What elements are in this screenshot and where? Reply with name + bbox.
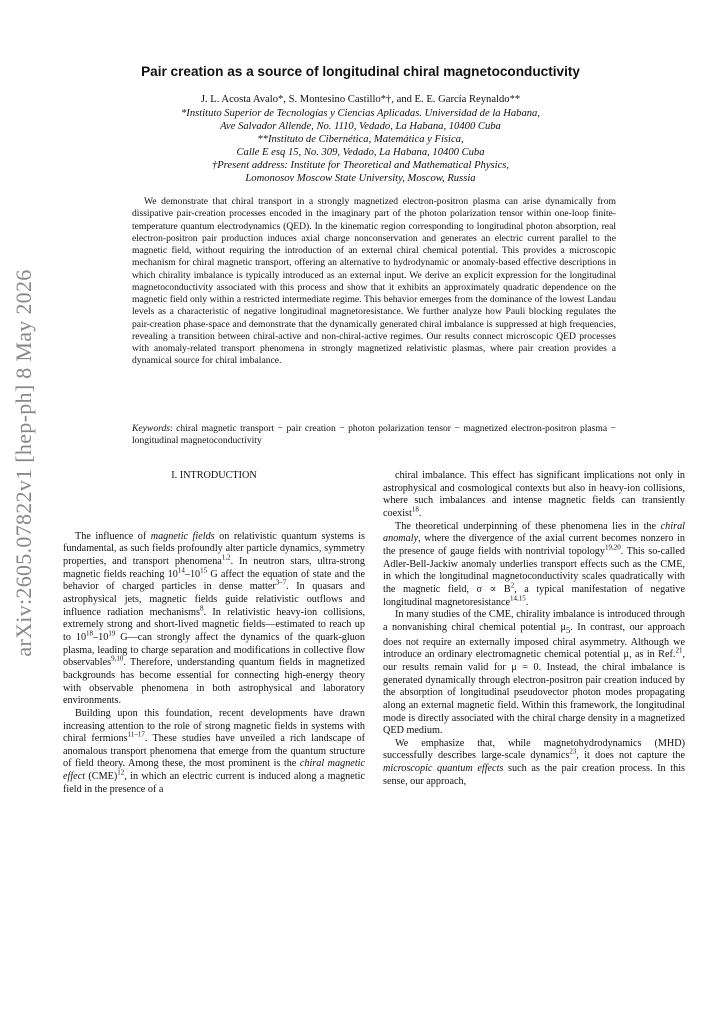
body-paragraph [383, 738, 685, 789]
author-list: J. L. Acosta Avalo*, S. Montesino Castillo*†, and E. E. García Reynaldo** [200, 94, 521, 105]
citation-ref: 12 [117, 768, 125, 777]
text-run: . In quasars and astrophysical jets, magnetic fields guide relativistic outflows and influence radiation mechanisms [63, 581, 365, 618]
arxiv-stamp [2, 248, 46, 678]
affiliation-line: Lomonosov Moscow State University, Moscow, Russia [245, 173, 476, 184]
emphasis: magnetic fields [150, 530, 215, 542]
citation-ref: 18 [86, 629, 94, 638]
text-run: The influence of [75, 530, 151, 542]
keywords-text: : chiral magnetic transport − pair creation − photon polarization tensor − magnetized electron-positron plasma − longitudinal magnetoconductivity [132, 423, 616, 447]
text-run: . In relativistic heavy-ion collisions, extremely strong and short-lived magnetic fields—estimated to reach up to 10 [63, 606, 366, 643]
keywords-label: Keywords [132, 423, 171, 434]
citation-ref: 11–17 [127, 730, 145, 739]
text-run: , a typical manifestation of negative longitudinal magnetoresistance [383, 583, 686, 608]
citation-ref: 2 [510, 581, 515, 590]
citation-ref: 23 [569, 748, 577, 757]
text-run: (CME) [85, 771, 118, 783]
paper-title: Pair creation as a source of longitudinal chiral magnetoconductivity [141, 64, 580, 79]
body-paragraph [63, 531, 365, 708]
citation-ref: 1,2 [221, 553, 231, 562]
affiliation-line: Calle E esq 15, No. 309, Vedado, La Habana, 10400 Cuba [236, 147, 485, 158]
text-run: , where the divergence of the axial current becomes nonzero in the presence of gauge fields with nontrivial topology [383, 533, 685, 557]
body-paragraph [383, 470, 685, 521]
text-run: G—can strongly affect the dynamics of the quark-gluon plasma, leading to charge separation and modifications in collective flow observables [63, 631, 365, 669]
text-run: . [418, 507, 422, 519]
citation-ref: 15 [200, 566, 208, 575]
affiliation-line: *Instituto Superior de Tecnologías y Ciencias Aplicadas. Universidad de la Habana, [181, 108, 540, 119]
body-paragraph [383, 609, 685, 738]
text-run: . These studies have unveiled a rich landscape of anomalous transport phenomena that emerge from the quantum structure of field theory. Among these, the most prominent is the [63, 733, 366, 770]
section-heading: I. INTRODUCTION [171, 470, 257, 481]
text-run: , in which an electric current is induced along a magnetic field in the presence of a [63, 771, 365, 795]
arxiv-identifier: arXiv:2605.07822v1 [hep-ph] 8 May 2026 [11, 269, 36, 657]
text-run: –10 [184, 568, 201, 580]
citation-ref: 14 [177, 566, 185, 575]
text-run: We emphasize that, while magnetohydrodynamics (MHD) successfully describes large-scale dynamics [383, 737, 685, 762]
author-block [80, 93, 641, 185]
emphasis: microscopic quantum effects [383, 763, 504, 775]
affiliation-line: Ave Salvador Allende, No. 1110, Vedado, La Habana, 10400 Cuba [220, 121, 501, 132]
citation-ref: 19,20 [605, 543, 621, 552]
text-run: The theoretical underpinning of these phenomena lies in the [395, 520, 661, 532]
text-run: . In contrast, our approach does not require an externally imposed chiral asymmetry. Although we introduce an ordinary electromagnetic chemical potential μ, as in Ref. [383, 621, 685, 661]
affiliation-line: **Instituto de Cibernética, Matemática y Física, [257, 134, 464, 145]
left-column [63, 470, 365, 796]
text-run: –10 [93, 631, 109, 643]
text-run: G affect the equation of state and the behavior of charged particles in dense matter [63, 568, 365, 593]
citation-ref: 14,15 [510, 594, 526, 603]
abstract: We demonstrate that chiral transport in a strongly magnetized electron-positron plasma can arise dynamically from dissipative pair-creation processes encoded in the imaginary part of the photon polarization tensor within one-loop finite-temperature quantum electrodynamics (QED). In the kinematic region corresponding to longitudinal photon absorption, real electron-positron pair production induces axial charge nonconservation and generates an electric current parallel to the magnetic field, without requiring the introduction of an external chiral chemical potential. This provides a microscopic mechanism for chiral magnetic transport, offering an alternative to hydrodynamic or anomaly-based effective descriptions in which chirality imbalance is typically introduced as an external input. We derive an explicit expression for the longitudinal magnetoconductivity associated with this process and show that it exhibits an approximately quadratic dependence on the magnetic field only within a restricted intermediate regime. This behavior emerges from the dominance of the lowest Landau levels as a characteristic of negative longitudinal magnetoresistance. We further analyze how Pauli blocking regulates the pair-creation phase-space and demonstrate that the dynamically generated chiral imbalance is suppressed at high frequencies, revealing a transition between chiral-active and non-chiral-active regimes. Our results connect microscopic QED processes with anomaly-related transport phenomena in strongly magnetized relativistic plasmas, where pair creation provides a dynamical source for chiral imbalance. [132, 196, 616, 367]
body-paragraph [63, 708, 365, 797]
subscript: 5 [566, 624, 571, 635]
citation-ref: 19 [108, 629, 116, 638]
keywords [132, 423, 616, 448]
text-run: on relativistic quantum systems is fundamental, as such fields profoundly alter particle dynamics, symmetry properties, and transport phenomena [63, 530, 366, 567]
citation-ref: 18 [411, 505, 419, 514]
text-run: , it does not capture the [576, 750, 685, 762]
text-run: . [525, 596, 529, 608]
emphasis: chiral magnetic effect [63, 758, 365, 783]
text-run: . In neutron stars, ultra-strong magnetic fields reaching 10 [63, 555, 365, 580]
body-paragraph [383, 521, 685, 610]
text-run: , our results remain valid for μ = 0. Instead, the chiral imbalance is generated dynamically through electron-positron pair creation induced by the absorption of longitudinal pseudovector photon modes propagating along an external magnetic field. Within this framework, the longitudinal mode is directly associated with the chiral charge density in a magnetized QED medium. [383, 649, 685, 737]
affiliation-line: †Present address: Institute for Theoretical and Mathematical Physics, [211, 160, 510, 171]
text-run: . This so-called Adler-Bell-Jackiw anomaly underlies transport effects such as the CME, in which the longitudinal magnetoconductivity scales quadratically with the magnetic field, σ ∝ B [383, 545, 686, 595]
citation-ref: 8 [200, 604, 204, 613]
text-run: Building upon this foundation, recent developments have drawn increasing attention to the role of strong magnetic fields in systems with chiral fermions [63, 707, 365, 745]
emphasis: chiral anomaly [383, 520, 685, 545]
citation-ref: 21 [675, 646, 683, 655]
text-run: such as the pair creation process. In this sense, our approach, [383, 763, 686, 787]
text-run: . Therefore, understanding quantum fields in magnetized backgrounds has become essential for connecting high-energy theory with observable phenomena in both astrophysical and laboratory environments. [63, 657, 365, 707]
citation-ref: 3–7 [275, 578, 287, 587]
text-run: chiral imbalance. This effect has significant implications not only in astrophysical and cosmological contexts but also in heavy-ion collisions, where such imbalances and intense magnetic fields can transiently coexist [383, 470, 685, 519]
text-run: In many studies of the CME, chirality imbalance is introduced through a nonvanishing chiral chemical potential μ [383, 609, 685, 633]
right-column [383, 470, 685, 788]
citation-ref: 9,10 [111, 654, 124, 663]
